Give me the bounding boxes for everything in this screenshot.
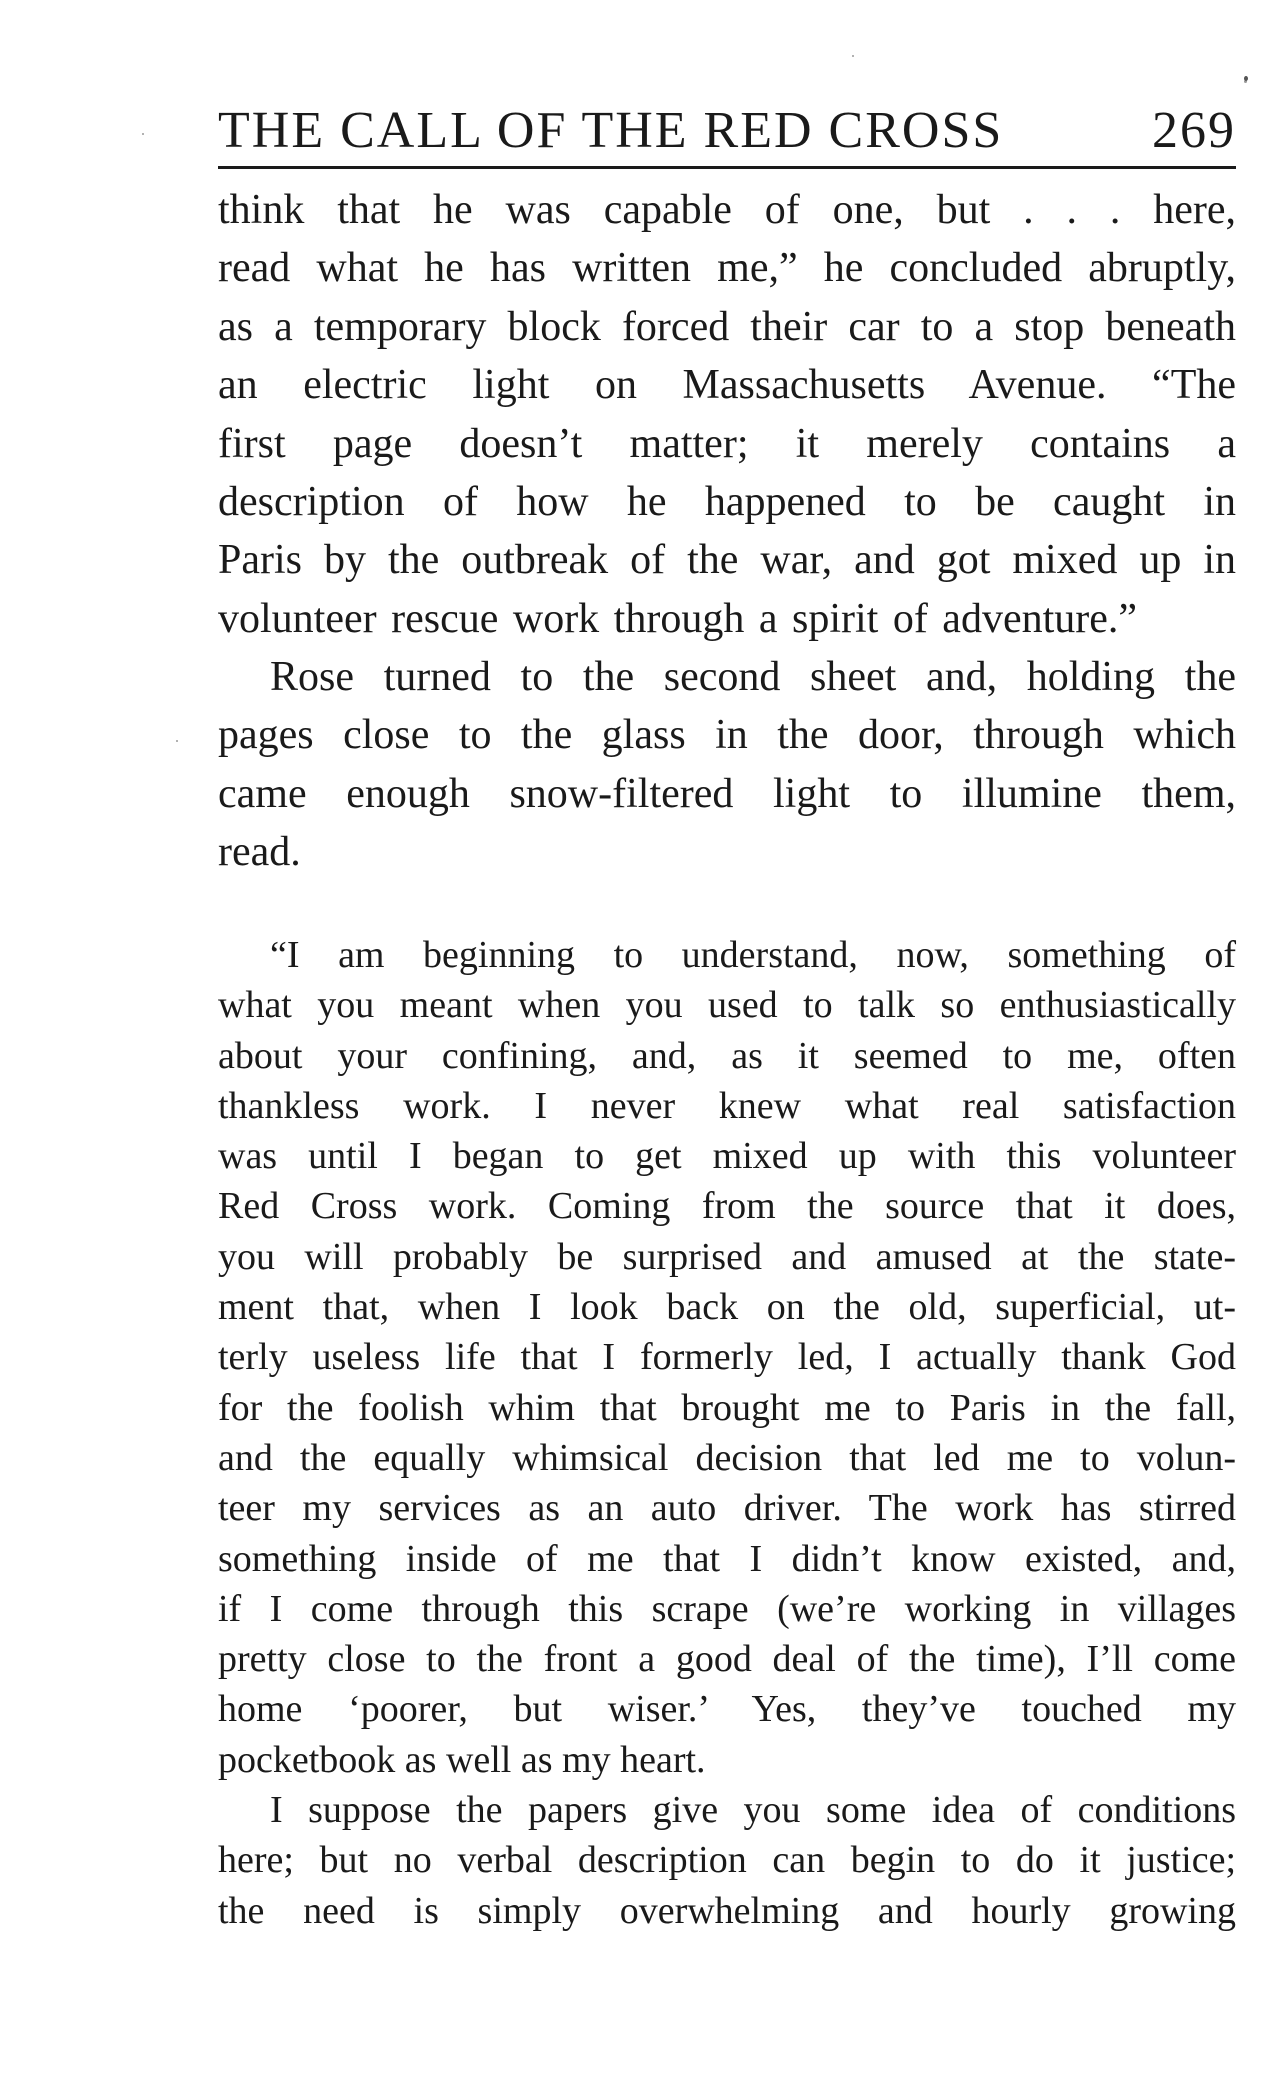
- text-line: as a temporary block forced their car to a stop beneath: [218, 303, 1236, 350]
- letter-line: Red Cross work. Coming from the source that it does,: [218, 1185, 1236, 1228]
- letter-line: and the equally whimsical decision that led me to volun-: [218, 1436, 1236, 1479]
- letter-line: terly useless life that I formerly led, I actually thank God: [218, 1336, 1236, 1379]
- letter-line: about your confining, and, as it seemed to me, often: [218, 1034, 1236, 1077]
- running-head-title: THE CALL OF THE RED CROSS: [218, 102, 1004, 159]
- scan-speck: [176, 740, 178, 742]
- text-line: first page doesn’t matter; it merely contains a: [218, 420, 1236, 467]
- text-line: Rose turned to the second sheet and, holding the: [270, 654, 1236, 700]
- text-line: think that he was capable of one, but . . . here,: [218, 187, 1236, 233]
- letter-line: for the foolish whim that brought me to Paris in the fall,: [218, 1386, 1236, 1429]
- text-line: came enough snow-filtered light to illumine them,: [218, 770, 1236, 817]
- running-head: [218, 96, 1236, 166]
- letter-line: you will probably be surprised and amused at the state-: [218, 1235, 1236, 1278]
- letter-line: teer my services as an auto driver. The work has stirred: [218, 1487, 1236, 1530]
- scan-speck: [852, 55, 854, 57]
- scan-speck: [1244, 76, 1248, 81]
- page-number: 269: [1152, 102, 1236, 159]
- letter-line: what you meant when you used to talk so enthusiastically: [218, 984, 1236, 1027]
- letter-line: pretty close to the front a good deal of the time), I’ll come: [218, 1638, 1236, 1681]
- text-line: pages close to the glass in the door, through which: [218, 712, 1236, 759]
- letter-line: if I come through this scrape (we’re working in villages: [218, 1587, 1236, 1630]
- header-rule: [218, 166, 1236, 169]
- letter-line: was until I began to get mixed up with this volunteer: [218, 1135, 1236, 1178]
- letter-line: here; but no verbal description can begin to do it justice;: [218, 1839, 1236, 1882]
- letter-line: home ‘poorer, but wiser.’ Yes, they’ve touched my: [218, 1688, 1236, 1731]
- scan-speck: [142, 133, 144, 135]
- letter-line: something inside of me that I didn’t know existed, and,: [218, 1537, 1236, 1580]
- text-line: description of how he happened to be caught in: [218, 478, 1236, 525]
- letter-line: pocketbook as well as my heart.: [218, 1738, 706, 1781]
- letter-paragraph-1: [218, 930, 1236, 1785]
- letter-line: I suppose the papers give you some idea of conditions: [270, 1789, 1236, 1831]
- text-line: read.: [218, 829, 301, 876]
- text-line: an electric light on Massachusetts Avenue. “The: [218, 362, 1236, 409]
- text-line: read what he has written me,” he concluded abruptly,: [218, 245, 1236, 292]
- text-line: Paris by the outbreak of the war, and got mixed up in: [218, 537, 1236, 584]
- letter-line: the need is simply overwhelming and hourly growing: [218, 1889, 1236, 1932]
- paragraph-continued: [218, 181, 1236, 648]
- letter-line: “I am beginning to understand, now, something of: [270, 934, 1236, 976]
- text-line: volunteer rescue work through a spirit of adventure.”: [218, 595, 1138, 642]
- letter-line: ment that, when I look back on the old, superficial, ut-: [218, 1286, 1236, 1329]
- letter-paragraph-2: [218, 1785, 1236, 1936]
- letter-line: thankless work. I never knew what real satisfaction: [218, 1084, 1236, 1127]
- paragraph-rose-reads: [218, 648, 1236, 882]
